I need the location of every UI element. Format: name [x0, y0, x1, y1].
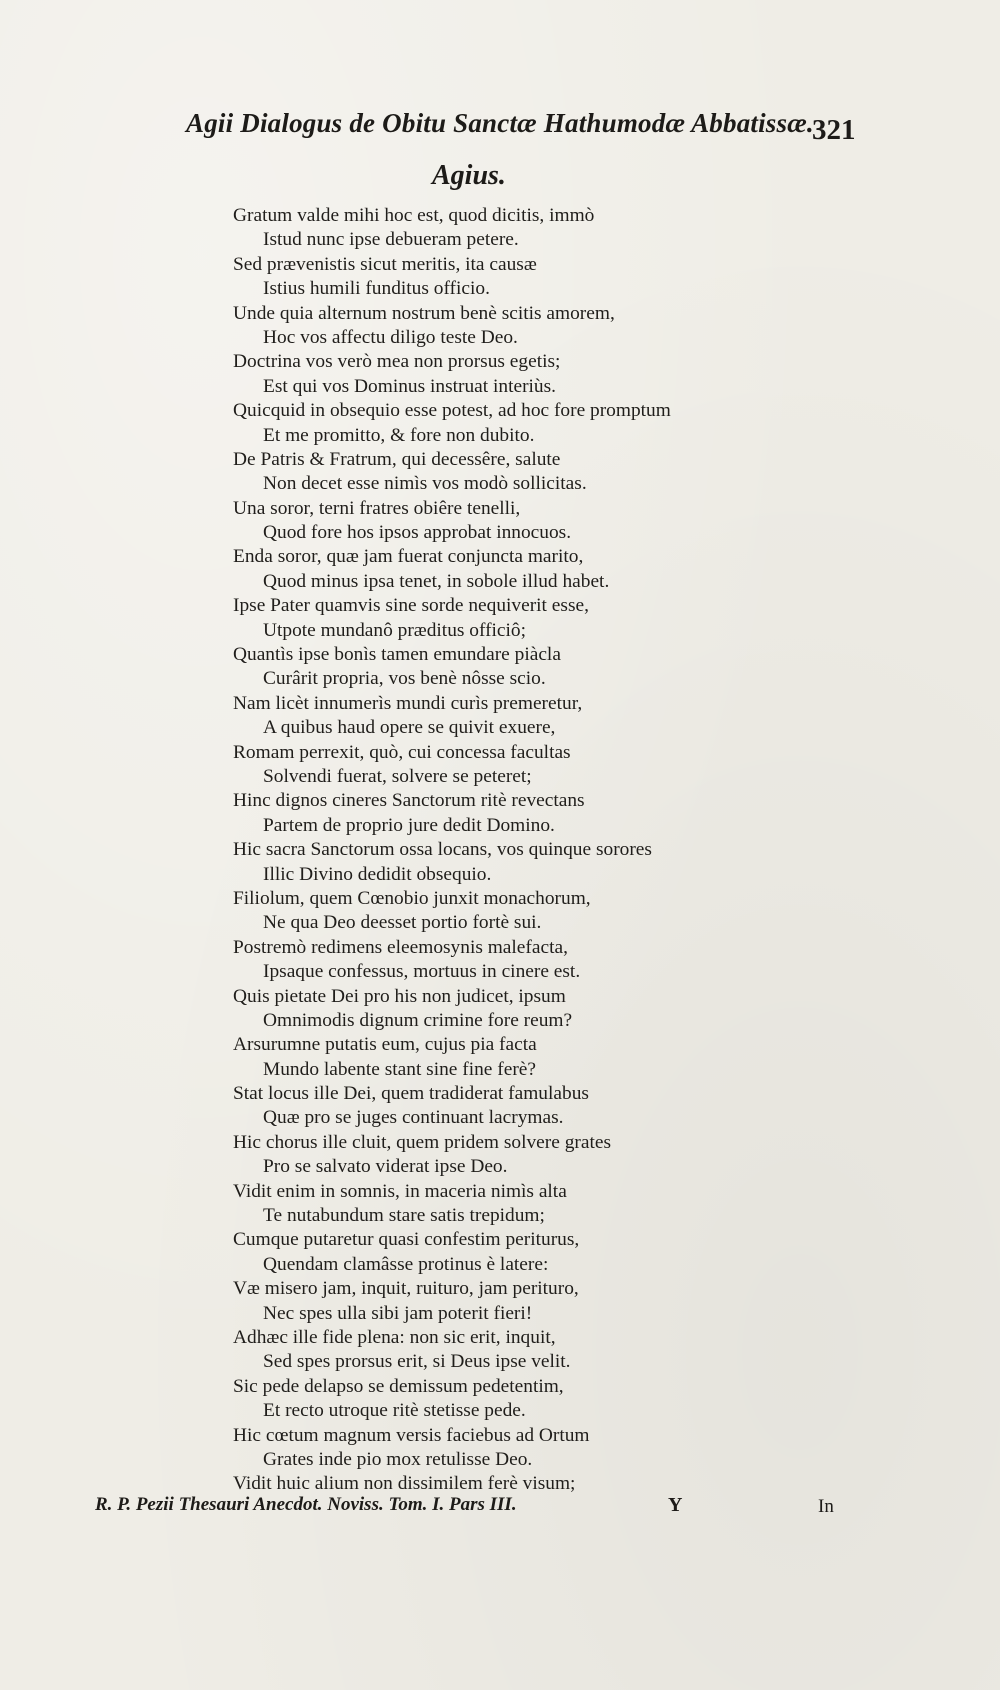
verse-line: Te nutabundum stare satis trepidum; — [263, 1205, 545, 1227]
verse-line: Pro se salvato viderat ipse Deo. — [263, 1156, 508, 1178]
verse-line: Doctrina vos verò mea non prorsus egetis; — [233, 351, 561, 373]
verse-line: Hoc vos affectu diligo teste Deo. — [263, 326, 518, 348]
verse-line: Nam licèt innumerìs mundi curìs premeretur, — [233, 692, 583, 714]
verse-line: Vidit huic alium non dissimilem ferè visum; — [233, 1473, 576, 1495]
verse-line: Una soror, terni fratres obiêre tenelli, — [233, 497, 521, 519]
verse-line: Arsurumne putatis eum, cujus pia facta — [233, 1034, 537, 1056]
speaker-heading: Agius. — [432, 160, 506, 191]
verse-line: Hic sacra Sanctorum ossa locans, vos quinque sorores — [233, 839, 652, 861]
verse-line: Utpote mundanô præditus officiô; — [263, 619, 527, 641]
running-title: Agii Dialogus de Obitu Sanctæ Hathumodæ Abbatissæ. — [186, 108, 814, 138]
verse-line: Cumque putaretur quasi confestim periturus, — [233, 1229, 580, 1251]
verse-line: Solvendi fuerat, solvere se peteret; — [263, 765, 532, 787]
signature-mark: Y — [668, 1494, 683, 1516]
verse-list — [0, 204, 1000, 1497]
verse-line: Partem de proprio jure dedit Domino. — [263, 814, 555, 836]
verse-line: Ne qua Deo deesset portio fortè sui. — [263, 912, 542, 934]
verse-line: Hinc dignos cineres Sanctorum ritè revectans — [233, 790, 585, 812]
verse-line: Curârit propria, vos benè nôsse scio. — [263, 668, 546, 690]
verse-line: Hic chorus ille cluit, quem pridem solvere grates — [233, 1131, 612, 1153]
verse-line: Ipse Pater quamvis sine sorde nequiverit esse, — [233, 595, 589, 617]
verse-line: Stat locus ille Dei, quem tradiderat famulabus — [233, 1083, 589, 1105]
verse-line: Grates inde pio mox retulisse Deo. — [263, 1448, 533, 1470]
verse-line: Quis pietate Dei pro his non judicet, ipsum — [233, 985, 566, 1007]
verse-line: Illic Divino dedidit obsequio. — [263, 863, 492, 885]
verse-line: A quibus haud opere se quivit exuere, — [263, 717, 556, 739]
verse-line: Filiolum, quem Cœnobio junxit monachorum, — [233, 887, 591, 909]
verse-line: Unde quia alternum nostrum benè scitis amorem, — [233, 302, 615, 324]
verse-line: Hic cœtum magnum versis faciebus ad Ortum — [233, 1424, 590, 1446]
verse-line: Quod fore hos ipsos approbat innocuos. — [263, 522, 572, 544]
verse-line: Vidit enim in somnis, in maceria nimìs alta — [233, 1180, 567, 1202]
page-number: 321 — [812, 114, 856, 146]
footer-source-note: R. P. Pezii Thesauri Anecdot. Noviss. Tom. I. Pars III. — [95, 1494, 517, 1515]
verse-line: Sed prævenistis sicut meritis, ita causæ — [233, 253, 537, 275]
verse-line: Quantìs ipse bonìs tamen emundare piàcla — [233, 644, 561, 666]
verse-line: Istud nunc ipse debueram petere. — [263, 229, 519, 251]
verse-line: Sed spes prorsus erit, si Deus ipse velit. — [263, 1351, 571, 1373]
verse-line: Nec spes ulla sibi jam poterit fieri! — [263, 1302, 533, 1324]
verse-line: Et recto utroque ritè stetisse pede. — [263, 1400, 526, 1422]
catchword: In — [818, 1496, 834, 1517]
verse-line: Væ misero jam, inquit, ruituro, jam perituro, — [233, 1278, 579, 1300]
verse-line: Non decet esse nimìs vos modò sollicitas. — [263, 473, 587, 495]
verse-line: Quod minus ipsa tenet, in sobole illud habet. — [263, 570, 610, 592]
verse-line: Quicquid in obsequio esse potest, ad hoc fore promptum — [233, 400, 671, 422]
verse-line: De Patris & Fratrum, qui decessêre, salute — [233, 448, 561, 470]
verse-line: Romam perrexit, quò, cui concessa facultas — [233, 741, 571, 763]
verse-line: Quæ pro se juges continuant lacrymas. — [263, 1107, 564, 1129]
verse-line: Gratum valde mihi hoc est, quod dicitis, immò — [233, 205, 595, 226]
verse-line: Istius humili funditus officio. — [263, 278, 490, 300]
verse-line: Adhæc ille fide plena: non sic erit, inquit, — [233, 1326, 556, 1348]
verse-line: Postremò redimens eleemosynis malefacta, — [233, 936, 568, 958]
verse-line: Ipsaque confessus, mortuus in cinere est. — [263, 961, 581, 983]
verse-line: Mundo labente stant sine fine ferè? — [263, 1058, 536, 1080]
verse-line: Enda soror, quæ jam fuerat conjuncta marito, — [233, 546, 584, 568]
verse-line: Omnimodis dignum crimine fore reum? — [263, 1009, 573, 1031]
verse-line: Et me promitto, & fore non dubito. — [263, 424, 535, 446]
verse-line: Quendam clamâsse protinus è latere: — [263, 1253, 549, 1275]
verse-line: Sic pede delapso se demissum pedetentim, — [233, 1375, 564, 1397]
verse-line: Est qui vos Dominus instruat interiùs. — [263, 375, 557, 397]
